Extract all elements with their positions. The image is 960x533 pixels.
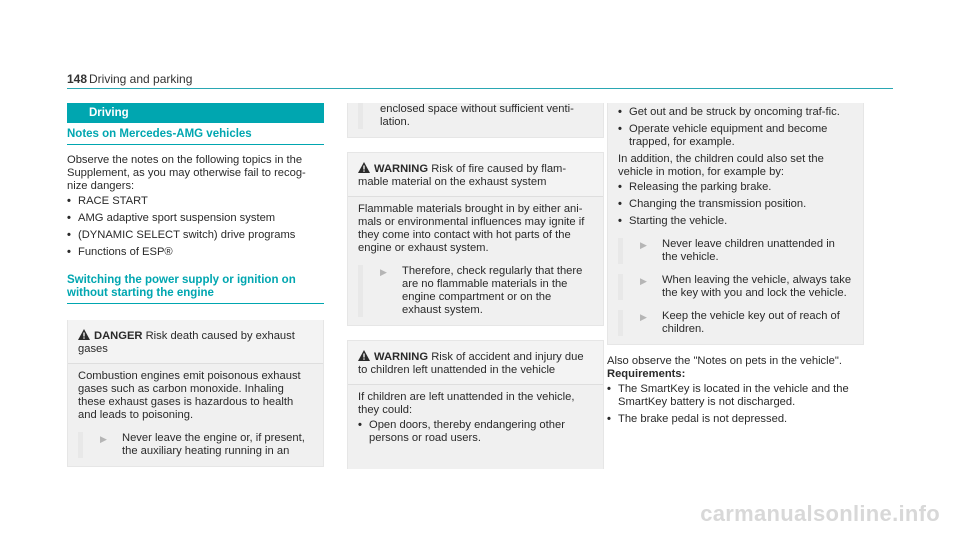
list-item: • Changing the transmission position. <box>618 198 853 211</box>
list-item: • Get out and be struck by oncoming traf-fic. <box>618 106 853 119</box>
requirements-label: Requirements: <box>607 368 686 380</box>
warning-triangle-icon <box>78 329 90 340</box>
switch-heading <box>67 274 324 300</box>
children-list <box>618 106 853 149</box>
continued-body <box>348 103 603 137</box>
warning-header <box>348 341 603 385</box>
header-rule <box>67 88 893 89</box>
danger-body: Combustion engines emit poisonous exhaust gases such as carbon monoxide. Inhaling these exhaust gases is hazardous to health and leads to poisoning. <box>78 370 301 421</box>
requirements-block <box>607 355 864 426</box>
list-item: • Open doors, thereby endangering other persons or road users. <box>358 419 593 445</box>
continued-text: enclosed space without sufficient venti-lation. <box>380 103 574 128</box>
warning-continued-box <box>607 103 864 345</box>
warning-hint <box>358 265 593 317</box>
warning-triangle-icon <box>358 350 370 361</box>
column-2 <box>347 103 604 469</box>
list-item: • The SmartKey is located in the vehicle and the SmartKey battery is not discharged. <box>607 383 864 409</box>
danger-box <box>67 320 324 467</box>
continued-hint <box>358 103 593 129</box>
hint-text: Therefore, check regularly that there are no flammable materials in the engine compartment or on the exhaust system. <box>402 265 583 316</box>
continued-box <box>347 103 604 138</box>
list-item: • (DYNAMIC SELECT switch) drive programs <box>67 229 324 242</box>
list-item: • The brake pedal is not depressed. <box>607 413 864 426</box>
warning-title: Risk of fire caused by flam-mable material on the exhaust system <box>358 163 567 188</box>
warning-hint <box>618 238 853 264</box>
list-item: • Functions of ESP® <box>67 246 324 259</box>
arrow-right-icon: ▶ <box>100 434 107 444</box>
hint-text: When leaving the vehicle, always take the key with you and lock the vehicle. <box>662 274 852 299</box>
danger-title: Risk death caused by exhaust gases <box>78 330 295 355</box>
warning-continued-body <box>608 103 863 344</box>
arrow-right-icon: ▶ <box>640 240 647 250</box>
list-item: • Operate vehicle equipment and become trapped, for example. <box>618 123 853 149</box>
heading-rule <box>67 303 324 304</box>
list-item: • AMG adaptive sport suspension system <box>67 212 324 225</box>
notes-intro: Observe the notes on the following topics in the Supplement, as you may otherwise fail to recog-nize dangers: <box>67 154 306 192</box>
switch-heading-line1: Switching the power supply or ignition on <box>67 274 296 286</box>
warning-body: If children are left unattended in the vehicle, they could: <box>358 391 575 416</box>
arrow-right-icon: ▶ <box>640 276 647 286</box>
danger-hint <box>78 432 313 458</box>
notes-heading: Notes on Mercedes-AMG vehicles <box>67 128 252 140</box>
warning-body-area <box>348 385 603 469</box>
warning-label: WARNING <box>374 163 429 175</box>
arrow-right-icon: ▶ <box>640 312 647 322</box>
hint-text: Keep the vehicle key out of reach of children. <box>662 310 840 335</box>
warning-title: Risk of accident and injury due to children left unattended in the vehicle <box>358 351 584 376</box>
warning-body-area <box>348 197 603 325</box>
warning-hint <box>618 274 853 300</box>
watermark: carmanualsonline.info <box>700 501 940 526</box>
heading-rule <box>67 144 324 145</box>
warning-body: Flammable materials brought in by either ani-mals or environmental influences may ignite if they come into contact with hot parts of the engine or exhaust system. <box>358 203 585 254</box>
list-item: • Releasing the parking brake. <box>618 181 853 194</box>
warning-hint <box>618 310 853 336</box>
danger-header <box>68 320 323 364</box>
notes-text <box>67 154 324 259</box>
warning-triangle-icon <box>358 162 370 173</box>
also-observe-text: Also observe the "Notes on pets in the vehicle". <box>607 355 842 367</box>
motion-list <box>618 181 853 228</box>
list-item: • RACE START <box>67 195 324 208</box>
addition-text: In addition, the children could also set the vehicle in motion, for example by: <box>618 153 824 178</box>
section-bar-driving: Driving <box>67 103 324 123</box>
warning-header <box>348 153 603 197</box>
column-1 <box>67 103 324 467</box>
danger-label: DANGER <box>94 330 143 342</box>
hint-text: Never leave the engine or, if present, the auxiliary heating running in an <box>122 432 305 457</box>
warning-box-children <box>347 340 604 469</box>
column-3 <box>607 103 864 430</box>
switch-heading-line2: without starting the engine <box>67 287 214 299</box>
notes-list <box>67 195 324 259</box>
warning-box-fire <box>347 152 604 326</box>
hint-text: Never leave children unattended in the vehicle. <box>662 238 835 263</box>
list-item: • Starting the vehicle. <box>618 215 853 228</box>
arrow-right-icon: ▶ <box>380 267 387 277</box>
danger-body-area <box>68 364 323 466</box>
section-title: Driving and parking <box>89 72 193 86</box>
warning-label: WARNING <box>374 351 429 363</box>
children-list <box>358 419 593 445</box>
page-number: 148 <box>67 72 88 86</box>
requirements-list <box>607 383 864 426</box>
